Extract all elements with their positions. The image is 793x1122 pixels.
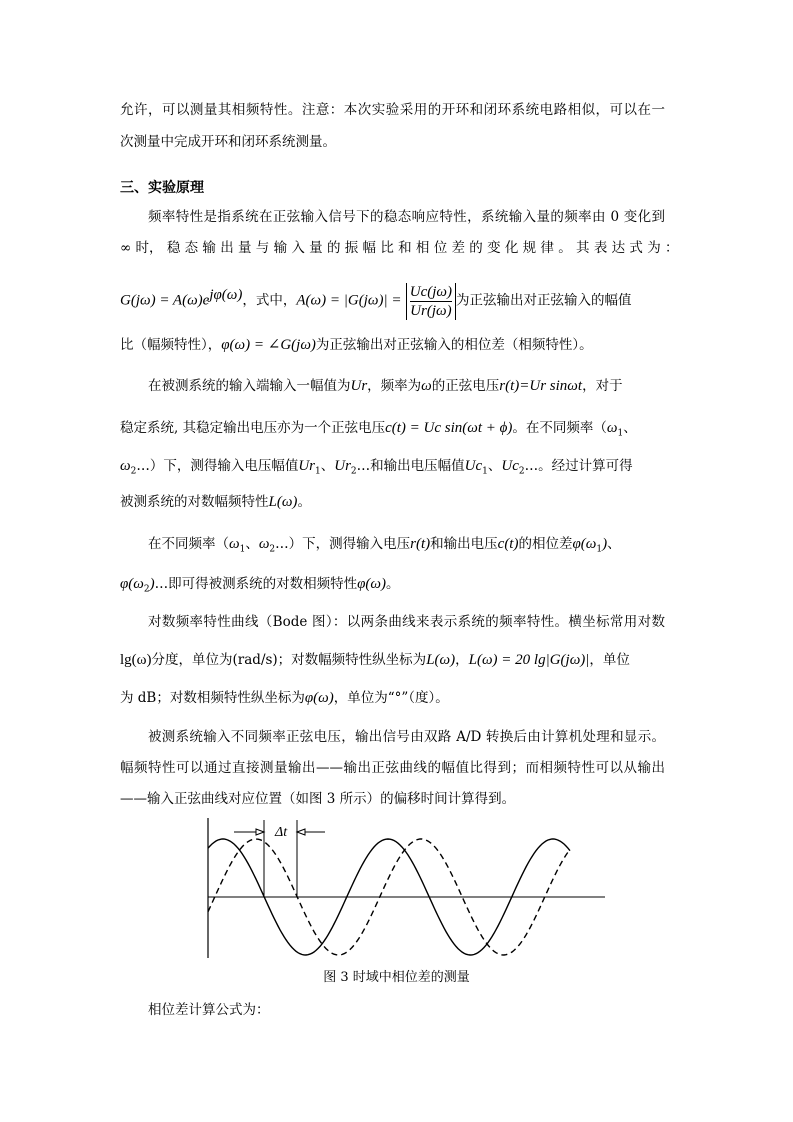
text: ，频率为: [367, 378, 422, 394]
math: ω: [258, 536, 270, 552]
math: φ(ω): [304, 690, 334, 706]
text: 为正弦输出对正弦输入的幅值: [456, 292, 632, 309]
math: lg(ω): [120, 652, 152, 668]
text-line: ——输入正弦曲线对应位置（如图 3 所示）的偏移时间计算得到。: [120, 791, 516, 807]
fraction-denominator: Ur(jω): [410, 302, 452, 319]
text-line: 被测系统输入不同频率正弦电压，输出信号由双路 A/D 转换后由计算机处理和显示。: [148, 729, 665, 745]
fraction: [406, 283, 456, 320]
math: Uc: [464, 458, 483, 474]
text-line: [120, 650, 665, 670]
text-line: 允许，可以测量其相频特性。注意：本次实验采用的开环和闭环系统电路相似，可以在一: [120, 102, 665, 118]
text: 为 dB；对数相频特性纵坐标为: [120, 690, 305, 706]
text-line: 幅频特性可以通过直接测量输出——输出正弦曲线的幅值比得到；而相频特性可以从输出: [120, 760, 665, 776]
math: c(t) = Uc sin(ωt + ϕ): [385, 420, 513, 436]
text: ，式中，: [242, 292, 297, 309]
math: 2: [130, 466, 137, 477]
math: ω: [421, 378, 432, 394]
text: 、: [320, 458, 335, 474]
text: …）下，测得输入电压: [275, 536, 411, 552]
math: L(ω): [268, 494, 298, 510]
text-line: 次测量中完成开环和闭环系统测量。: [120, 134, 336, 150]
arrowhead: [256, 829, 264, 835]
delta-t-label: Δt: [275, 825, 288, 840]
text: 、: [487, 458, 502, 474]
math: 1: [617, 428, 624, 439]
formula-line: [120, 276, 665, 320]
text: ，对于: [582, 378, 623, 394]
text-line: ∞ 时， 稳 态 输 出 量 与 输 入 量 的 振 幅 比 和 相 位 差 的 变 化 规 律 。 其 表 达 式 为 ：: [120, 240, 679, 256]
arrowhead: [297, 829, 305, 835]
text: 、: [623, 420, 637, 436]
text-line: [148, 534, 665, 560]
text-line: [120, 456, 665, 482]
text: 。: [297, 494, 311, 510]
text-line: [148, 376, 665, 396]
text: 、: [607, 536, 621, 552]
text: 比（幅频特性），: [120, 337, 222, 353]
text: ，单位为“°”（度）。: [333, 690, 449, 706]
text-line: [120, 688, 665, 708]
math: ω: [606, 420, 618, 436]
text: 。在不同频率（: [512, 420, 607, 436]
fraction-numerator: Uc(jω): [409, 283, 453, 300]
text-line: 频率特性是指系统在正弦输入信号下的稳态响应特性，系统输入量的频率由 0 变化到: [148, 209, 665, 225]
text: 在不同频率（: [148, 536, 229, 552]
text: 分度，单位为(rad/s)；对数幅频特性纵坐标为: [151, 652, 427, 668]
text: 在被测系统的输入端输入一幅值为: [148, 378, 351, 394]
text: 被测系统的对数幅频特性: [120, 494, 269, 510]
text: 稳定系统, 其稳定输出电压亦为一个正弦电压: [120, 420, 386, 436]
math: 2: [518, 466, 525, 477]
math: φ(ω: [120, 576, 144, 592]
math: r(t)=Ur sinωt: [499, 378, 583, 394]
text-line: [120, 418, 665, 444]
math: Ur: [298, 458, 315, 474]
math: φ(ω: [572, 536, 597, 552]
math: ω: [229, 536, 240, 552]
text: …和输出电压幅值: [356, 458, 465, 474]
text: 、: [245, 536, 259, 552]
text-line: [120, 492, 665, 512]
math: 2: [143, 584, 150, 595]
formula-G-exp: jφ(ω): [209, 287, 243, 303]
text: 的正弦电压: [431, 378, 500, 394]
text: …）下，测得输入电压幅值: [136, 458, 299, 474]
math: L(ω): [426, 652, 456, 668]
math: 1: [596, 544, 603, 555]
math: c(t): [497, 536, 519, 552]
text: …即可得被测系统的对数相频特性: [154, 576, 358, 592]
math: 1: [239, 544, 246, 555]
text: 。: [386, 576, 400, 592]
formula-phi: φ(ω) = ∠G(jω): [221, 337, 316, 353]
text: …。经过计算可得: [524, 458, 633, 474]
phase-difference-figure: [190, 810, 610, 960]
text: ，单位: [589, 652, 630, 668]
text-line: 相位差计算公式为：: [148, 1002, 270, 1018]
math: ): [602, 536, 608, 552]
math: ω: [120, 458, 131, 474]
math: L(ω) = 20 lg|G(jω)|: [468, 652, 590, 668]
figure-caption: 图 3 时域中相位差的测量: [323, 970, 470, 985]
math: φ(ω): [357, 576, 387, 592]
text: 的相位差: [518, 536, 573, 552]
text-line: [120, 335, 665, 355]
math: 1: [315, 466, 321, 477]
formula-G: G(jω) = A(ω)e: [120, 292, 210, 309]
section-title: 三、实验原理: [120, 180, 204, 196]
text-line: [120, 574, 665, 600]
math: r(t): [410, 536, 431, 552]
formula-A: A(ω) = |G(jω)| =: [296, 292, 402, 309]
math: 2: [269, 544, 276, 555]
math: Ur: [350, 378, 368, 394]
text: ，: [455, 652, 469, 668]
text-line: 对数频率特性曲线（Bode 图）：以两条曲线来表示系统的频率特性。横坐标常用对数: [148, 614, 665, 630]
math: 1: [482, 466, 488, 477]
text: 和输出电压: [430, 536, 498, 552]
math: Uc: [501, 458, 519, 474]
text: 为正弦输出对正弦输入的相位差（相频特性）。: [315, 337, 593, 353]
math: ): [149, 576, 155, 592]
math: 2: [350, 466, 357, 477]
math: Ur: [334, 458, 351, 474]
